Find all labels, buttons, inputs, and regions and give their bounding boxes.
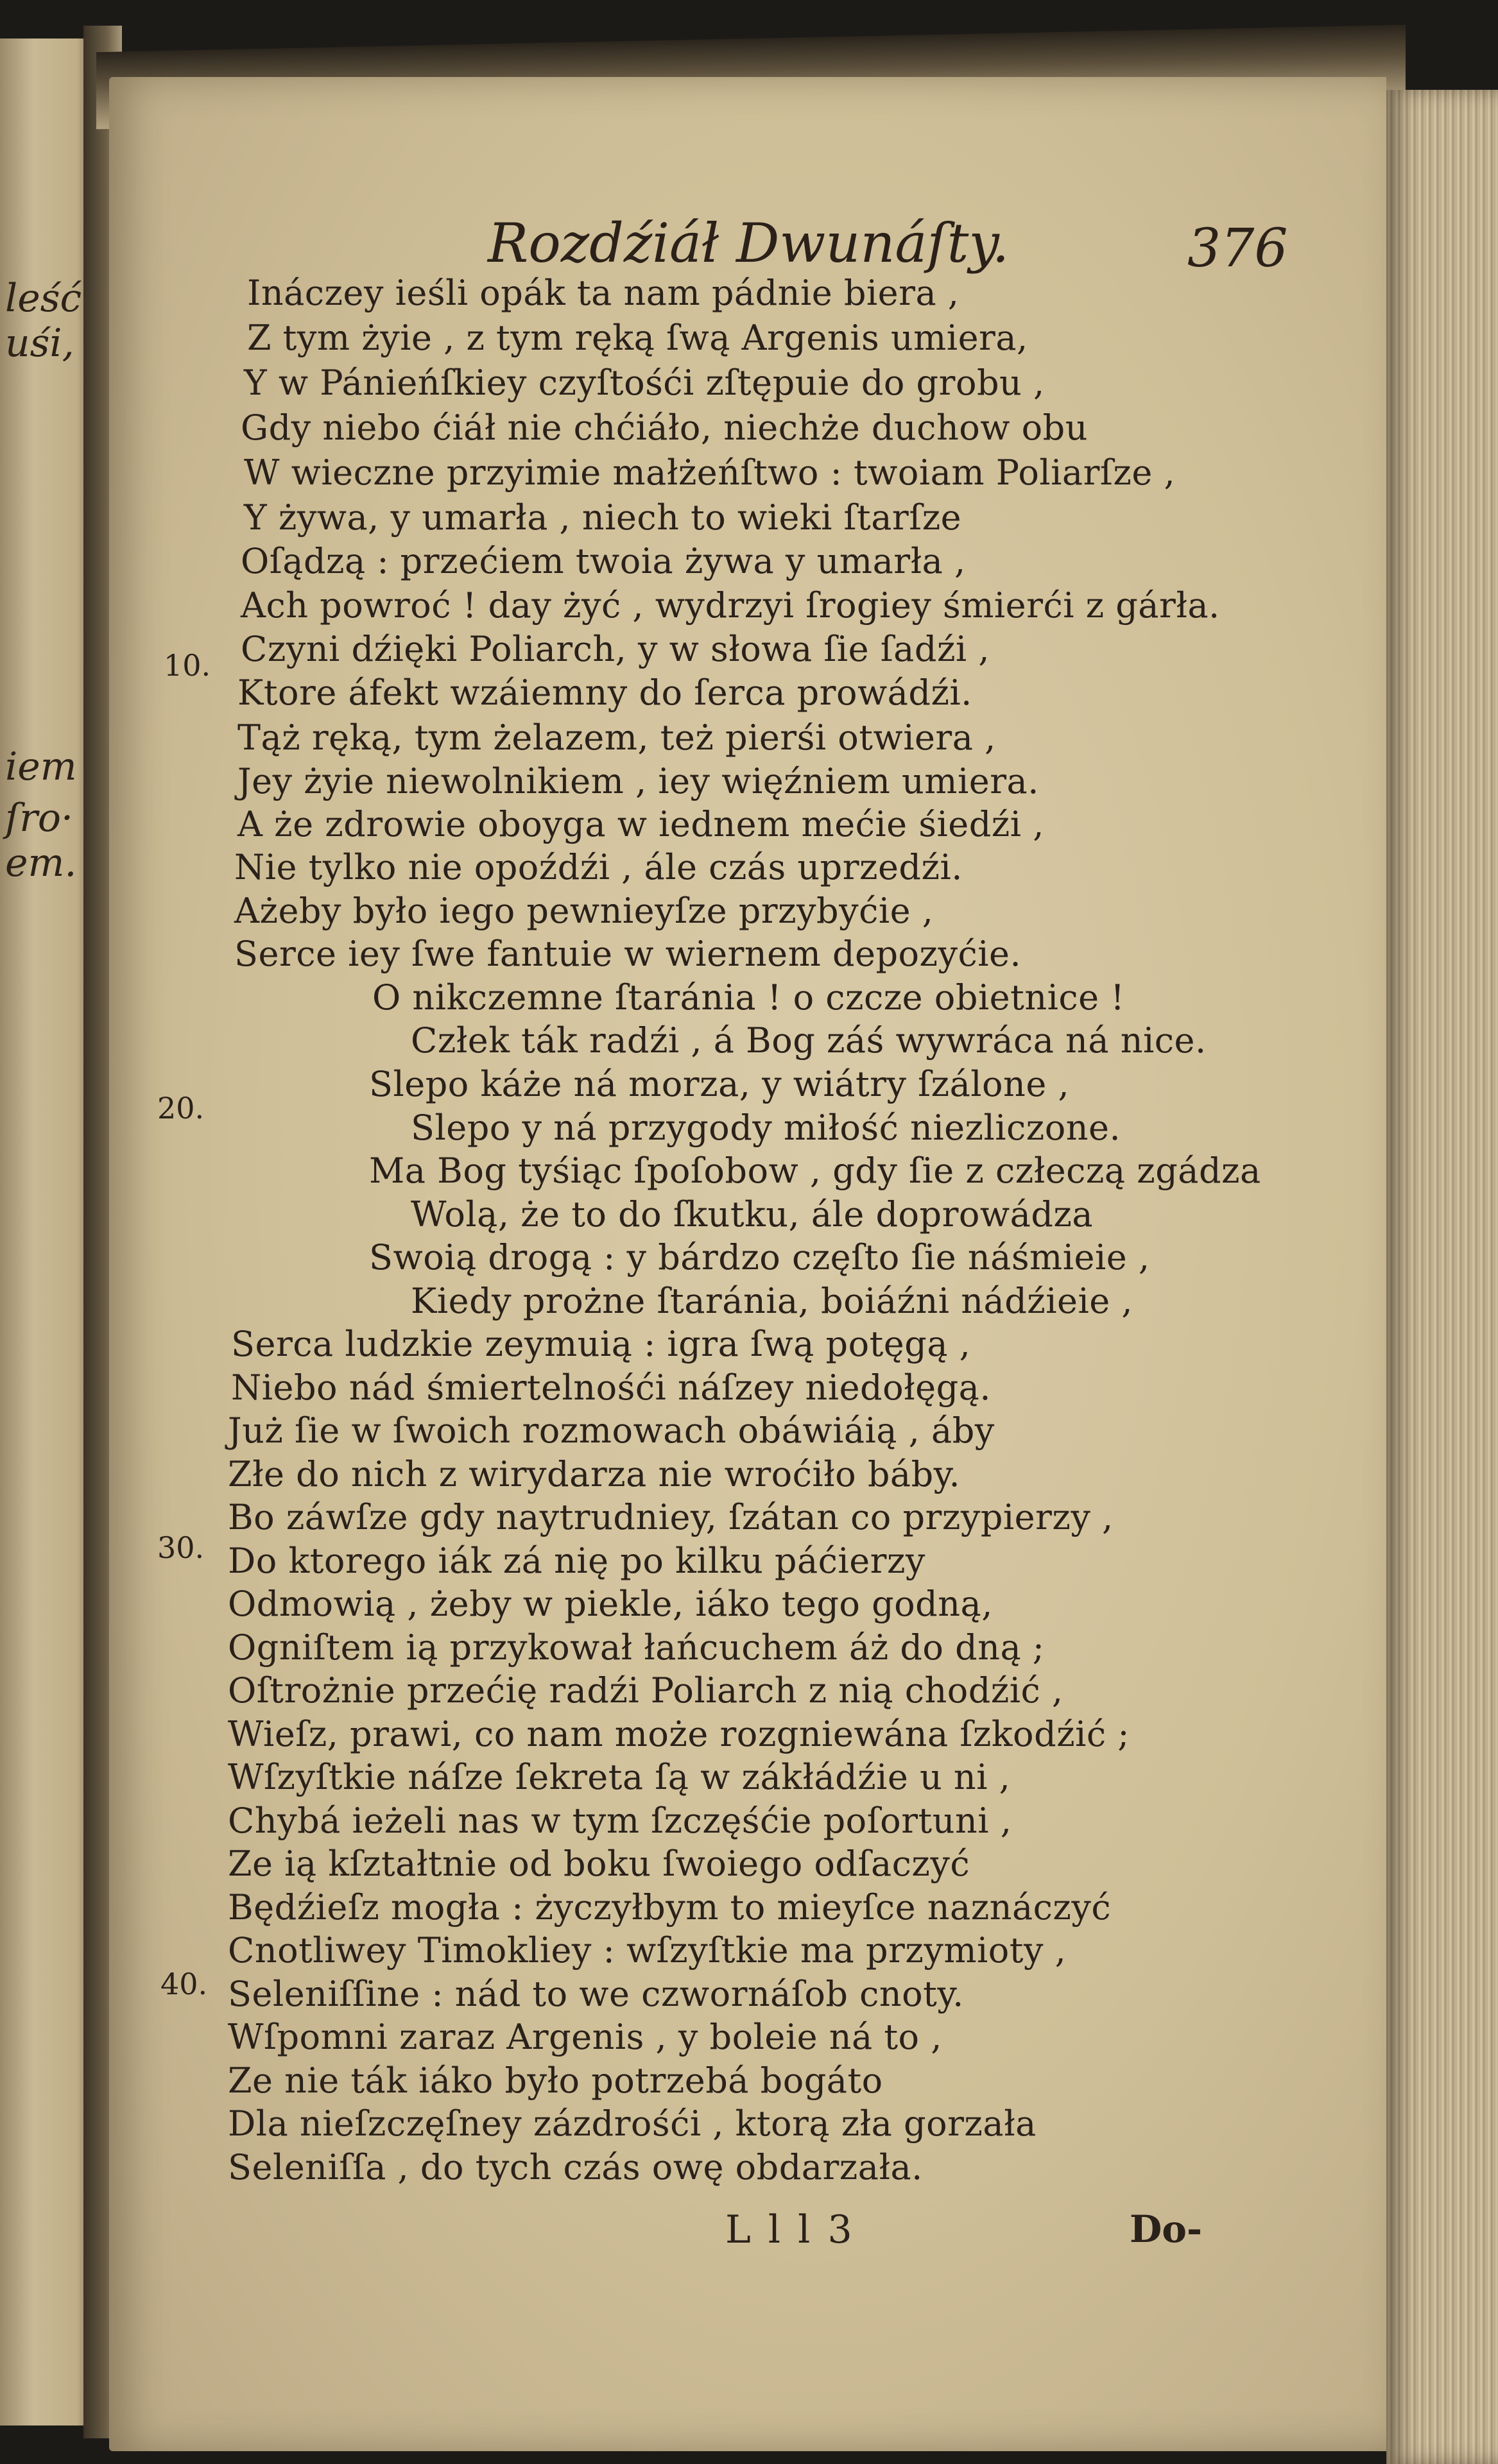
verse-line: Jey żyie niewolnikiem , iey więźniem umiera. <box>237 761 1039 801</box>
verse-line: Ze nie ták iáko było potrzebá bogáto <box>228 2060 883 2101</box>
verse-line: Chybá ieżeli nas w tym ſzczęśćie poſortuni , <box>228 1801 1012 1841</box>
verse-line: W wieczne przyimie małżeńſtwo : twoiam Poliarſze , <box>244 452 1176 493</box>
verse-line: Odmowią , żeby w piekle, iáko tego godną, <box>228 1584 993 1624</box>
left-fragment: ſro· <box>5 796 74 841</box>
verse-line: Nie tylko nie opoźdźi , ále czás uprzedźi. <box>234 847 963 887</box>
verse-line: Y w Pánieńſkiey czyſtośći zſtępuie do grobu , <box>244 363 1045 403</box>
left-fragment: leść <box>5 276 82 321</box>
verse-line: Niebo nád śmiertelnośći náſzey niedołęgą. <box>231 1367 992 1408</box>
line-number: 40. <box>160 1967 208 2001</box>
verse-line: Będźieſz mogła : życzyłbym to mieyſce naznáczyć <box>228 1887 1112 1928</box>
page-number: 376 <box>1187 218 1288 279</box>
verse-line: Ma Bog tyśiąc ſpoſobow , gdy ſie z człeczą zgádza <box>369 1151 1261 1191</box>
verse-line: Ináczey ieśli opák ta nam pádnie biera , <box>247 273 960 313</box>
verse-line: Gdy niebo ćiáł nie chćiáło, niechże duchow obu <box>241 407 1088 448</box>
verse-line: Oſądzą : przećiem twoia żywa y umarła , <box>241 541 966 581</box>
verse-line: Już ſie w ſwoich rozmowach obáwiáią , áby <box>228 1410 995 1451</box>
verse-line: Z tym żyie , z tym ręką ſwą Argenis umiera, <box>247 318 1028 358</box>
verse-line: Ze ią kſztałtnie od boku ſwoiego odſaczyć <box>228 1844 970 1884</box>
verse-line: Złe do nich z wirydarza nie wroćiło báby. <box>228 1454 961 1494</box>
signature-mark: L l l 3 <box>725 2207 855 2252</box>
verse-line: Slepo y ná przygody miłość niezliczone. <box>411 1108 1121 1148</box>
running-header: Rozdźiáł Dwunáſty. <box>488 212 1010 275</box>
verse-line: Serca ludzkie zeymuią : igra ſwą potęgą , <box>231 1324 971 1364</box>
verse-line: Slepo káże ná morza, y wiátry ſzálone , <box>369 1064 1070 1104</box>
left-fragment: uśi, <box>5 321 74 366</box>
left-fragment: em. <box>5 841 77 886</box>
line-number: 10. <box>164 648 211 683</box>
verse-line: A że zdrowie oboyga w iednem mećie śiedźi , <box>237 804 1044 844</box>
verse-line: Ach powroć ! day żyć , wydrzyi ſrogiey śmierći z gárła. <box>241 585 1220 626</box>
verse-line: Y żywa, y umarła , niech to wieki ſtarſze <box>244 497 962 538</box>
verse-line: Ktore áfekt wzáiemny do ſerca prowádźi. <box>237 672 972 713</box>
verse-line: Bo záwſze gdy naytrudniey, ſzátan co przypierzy , <box>228 1497 1114 1537</box>
verse-line: Wolą, że to do ſkutku, ále doprowádza <box>411 1194 1094 1235</box>
verse-line: Oſtrożnie przećię radźi Poliarch z nią chodźić , <box>228 1670 1063 1711</box>
verse-line: Do ktorego iák zá nię po kilku páćierzy <box>228 1541 925 1581</box>
line-number: 30. <box>157 1530 205 1565</box>
verse-line: Wſzyſtkie náſze ſekreta ſą w zákłádźie u ni , <box>228 1757 1011 1797</box>
verse-line: Wieſz, prawi, co nam może rozgniewána ſzkodźić ; <box>228 1714 1130 1754</box>
verse-line: Ażeby było iego pewnieyſze przybyćie , <box>234 891 934 931</box>
verse-line: Seleniſſine : nád to we czwornáſob cnoty. <box>228 1974 964 2014</box>
page-fore-edge <box>1386 90 1498 2464</box>
left-page-margin <box>0 38 96 2426</box>
verse-line: O nikczemne ſtaránia ! o czcze obietnice ! <box>372 977 1125 1018</box>
left-fragment: iem <box>5 744 77 789</box>
verse-line: Człek ták radźi , á Bog záś wywráca ná nice. <box>411 1020 1207 1061</box>
verse-line: Ogniſtem ią przykował łańcuchem áż do dną ; <box>228 1627 1045 1668</box>
catchword: Do- <box>1130 2207 1203 2251</box>
verse-line: Seleniſſa , do tych czás owę obdarzała. <box>228 2147 923 2187</box>
verse-line: Dla nieſzczęſney zázdrośći , ktorą zła gorzała <box>228 2103 1037 2144</box>
verse-line: Wſpomni zaraz Argenis , y boleie ná to , <box>228 2017 942 2057</box>
verse-line: Kiedy prożne ſtaránia, boiáźni nádźieie , <box>411 1281 1133 1321</box>
verse-line: Cnotliwey Timokliey : wſzyſtkie ma przymioty , <box>228 1930 1067 1971</box>
verse-line: Czyni dźięki Poliarch, y w słowa ſie ſadźi , <box>241 629 990 669</box>
verse-line: Serce iey ſwe fantuie w wiernem depozyćie. <box>234 934 1022 974</box>
line-number: 20. <box>157 1091 205 1125</box>
verse-line: Tąż ręką, tym żelazem, też pierśi otwiera , <box>237 717 996 758</box>
verse-line: Swoią drogą : y bárdzo częſto ſie náśmieie , <box>369 1237 1150 1278</box>
